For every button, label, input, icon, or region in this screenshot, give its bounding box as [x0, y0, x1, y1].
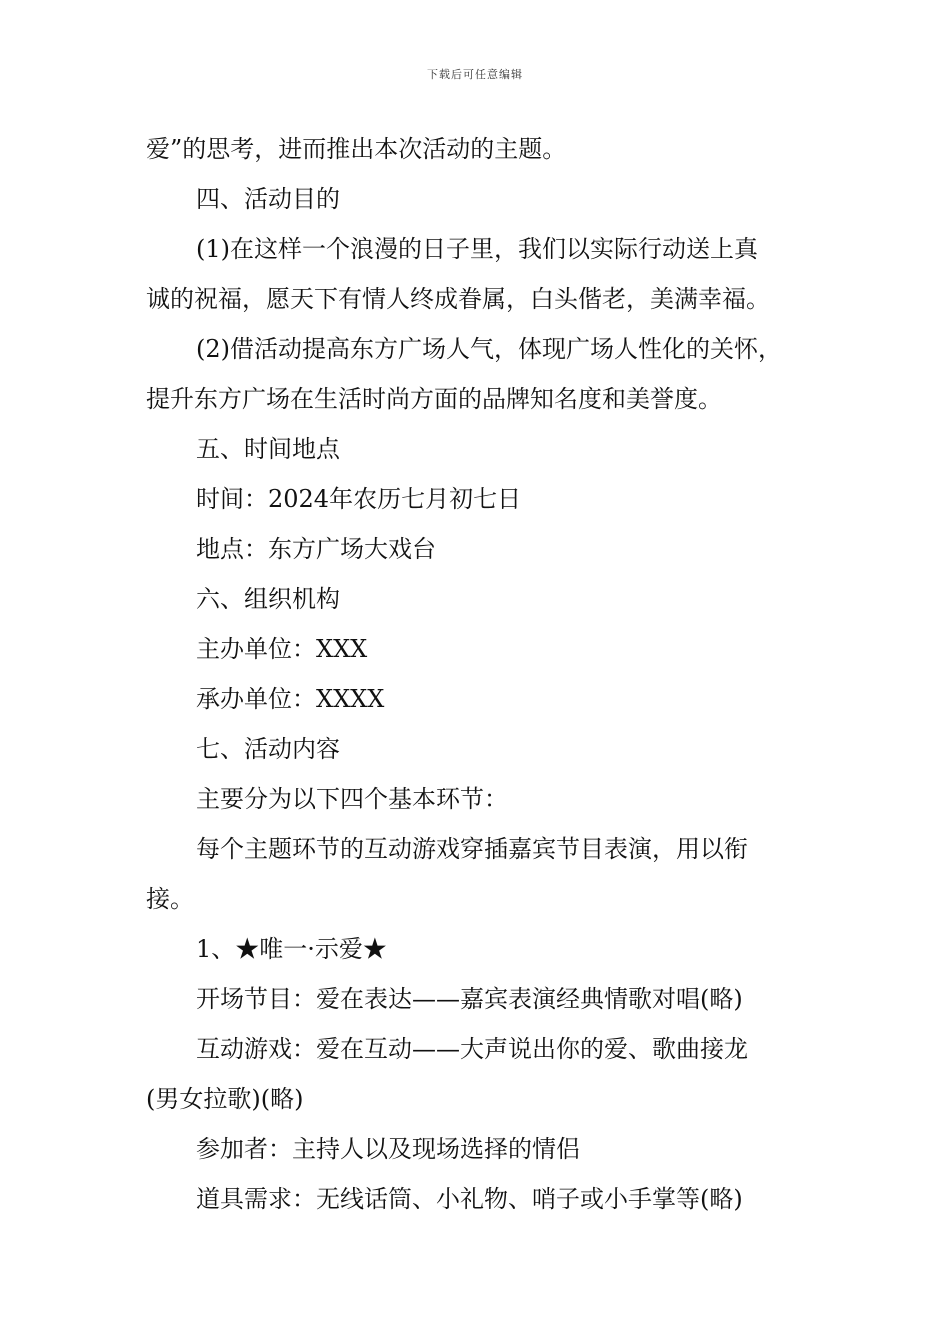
paragraph-line: 接。	[146, 885, 194, 913]
paragraph-line: (1)在这样一个浪漫的日子里，我们以实际行动送上真	[196, 235, 758, 263]
page-header: 下载后可任意编辑	[427, 68, 523, 81]
section-heading: 四、活动目的	[196, 185, 340, 213]
document-body	[146, 124, 808, 1224]
paragraph-line: 主办单位：XXX	[196, 635, 368, 663]
paragraph-line: 爱”的思考，进而推出本次活动的主题。	[146, 135, 567, 163]
paragraph-line: 时间：2024年农历七月初七日	[196, 485, 522, 513]
paragraph-line: 开场节目：爱在表达——嘉宾表演经典情歌对唱(略)	[196, 985, 743, 1013]
paragraph-line: 诚的祝福，愿天下有情人终成眷属，白头偕老，美满幸福。	[146, 285, 770, 313]
paragraph-line: 提升东方广场在生活时尚方面的品牌知名度和美誉度。	[146, 385, 722, 413]
paragraph-line: (男女拉歌)(略)	[146, 1085, 304, 1113]
paragraph-line: 每个主题环节的互动游戏穿插嘉宾节目表演，用以衔	[196, 835, 748, 863]
paragraph-line: 互动游戏：爱在互动——大声说出你的爱、歌曲接龙	[196, 1035, 748, 1063]
paragraph-line: 地点：东方广场大戏台	[196, 535, 436, 563]
paragraph-line: (2)借活动提高东方广场人气，体现广场人性化的关怀，	[196, 335, 782, 363]
section-heading: 七、活动内容	[196, 735, 340, 763]
section-heading: 五、时间地点	[196, 435, 340, 463]
section-heading: 六、组织机构	[196, 585, 340, 613]
paragraph-line: 承办单位：XXXX	[196, 685, 385, 713]
paragraph-line: 参加者：主持人以及现场选择的情侣	[196, 1135, 580, 1163]
subsection-heading: 1、★唯一·示爱★	[196, 935, 387, 963]
paragraph-line: 道具需求：无线话筒、小礼物、哨子或小手掌等(略)	[196, 1185, 743, 1213]
paragraph-line: 主要分为以下四个基本环节：	[196, 785, 508, 813]
